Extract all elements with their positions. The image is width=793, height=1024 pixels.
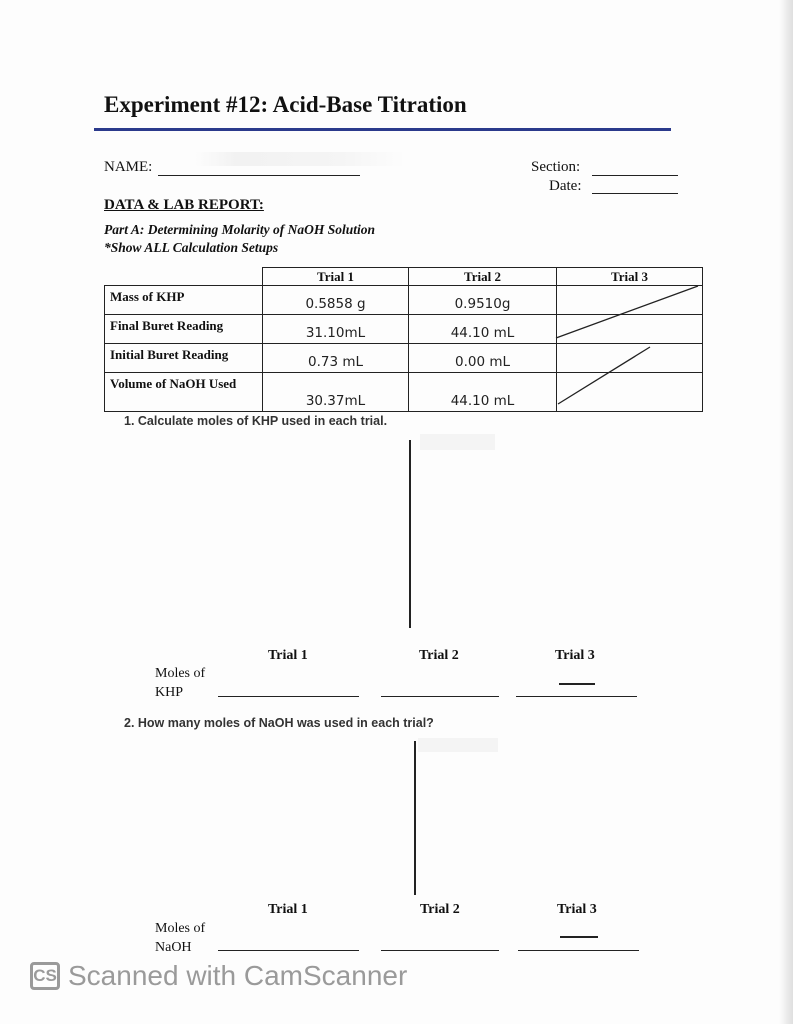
cell-initial-buret-trial-3[interactable] — [557, 344, 703, 373]
table-header-row — [105, 268, 703, 286]
moles-naoh-label — [155, 919, 205, 957]
show-calculations-note: *Show ALL Calculation Setups — [104, 240, 279, 255]
name-field-line[interactable] — [158, 175, 360, 176]
cell-mass-khp-trial-3[interactable] — [557, 286, 703, 315]
bleed-through-mark-2 — [418, 738, 498, 752]
row-label-mass-khp: Mass of KHP — [105, 286, 263, 315]
section-label: Section: — [531, 159, 581, 175]
data-lab-report-heading: DATA & LAB REPORT: — [104, 197, 264, 213]
cell-mass-khp-trial-2[interactable]: 0.9510g — [409, 286, 557, 315]
moles-naoh-label-line2: NaOH — [155, 940, 192, 955]
name-label: NAME: — [104, 159, 153, 175]
q1-trial-2-header: Trial 2 — [419, 648, 459, 663]
q1-divider-line — [409, 440, 411, 628]
header-trial-3: Trial 3 — [557, 268, 703, 286]
table-row — [105, 315, 703, 344]
q2-trial-2-header: Trial 2 — [420, 902, 460, 917]
date-field-line[interactable] — [592, 193, 678, 194]
cell-final-buret-trial-2[interactable]: 44.10 mL — [409, 315, 557, 344]
cell-initial-buret-trial-2[interactable]: 0.00 mL — [409, 344, 557, 373]
moles-naoh-label-line1: Moles of — [155, 921, 206, 936]
q2-trial-1-header: Trial 1 — [268, 902, 308, 917]
titration-data-table — [104, 267, 703, 412]
bleed-through-scribble — [195, 152, 405, 166]
part-a-heading: Part A: Determining Molarity of NaOH Solution — [104, 222, 376, 237]
moles-khp-trial-1-line[interactable] — [218, 696, 359, 697]
row-label-initial-buret: Initial Buret Reading — [105, 344, 263, 373]
q1-trial-1-header: Trial 1 — [268, 648, 308, 663]
cell-volume-naoh-trial-3[interactable] — [557, 373, 703, 412]
bleed-through-mark — [420, 434, 495, 450]
page-edge-shadow — [779, 0, 793, 1024]
question-1-text: 1. Calculate moles of KHP used in each trial. — [124, 414, 388, 428]
q1-trial-3-header: Trial 3 — [555, 648, 595, 663]
camscanner-watermark — [30, 960, 407, 992]
moles-naoh-trial-1-line[interactable] — [218, 950, 359, 951]
camscanner-logo-icon: CS — [30, 962, 60, 990]
moles-khp-label-line1: Moles of — [155, 666, 206, 681]
date-label: Date: — [549, 178, 582, 194]
section-field-line[interactable] — [592, 175, 678, 176]
page-title: Experiment #12: Acid-Base Titration — [104, 92, 467, 117]
cell-volume-naoh-trial-2[interactable]: 44.10 mL — [409, 373, 557, 412]
cell-mass-khp-trial-1[interactable]: 0.5858 g — [263, 286, 409, 315]
camscanner-watermark-text: Scanned with CamScanner — [68, 960, 408, 991]
moles-naoh-trial-3-line[interactable] — [518, 950, 639, 951]
row-label-final-buret: Final Buret Reading — [105, 315, 263, 344]
header-trial-2: Trial 2 — [409, 268, 557, 286]
cell-initial-buret-trial-1[interactable]: 0.73 mL — [263, 344, 409, 373]
title-underline — [94, 128, 671, 131]
moles-khp-trial-3-line[interactable] — [516, 696, 637, 697]
moles-naoh-trial-2-line[interactable] — [381, 950, 499, 951]
moles-khp-label — [155, 664, 205, 702]
moles-khp-trial-3-dash — [559, 683, 595, 685]
table-row — [105, 344, 703, 373]
table-corner-cell — [105, 268, 263, 286]
moles-khp-trial-2-line[interactable] — [381, 696, 499, 697]
header-trial-1: Trial 1 — [263, 268, 409, 286]
cell-volume-naoh-trial-1[interactable]: 30.37mL — [263, 373, 409, 412]
table-row — [105, 286, 703, 315]
q2-divider-line — [414, 741, 416, 895]
cell-final-buret-trial-1[interactable]: 31.10mL — [263, 315, 409, 344]
q2-trial-3-header: Trial 3 — [557, 902, 597, 917]
moles-naoh-trial-3-dash — [560, 936, 598, 938]
row-label-volume-naoh: Volume of NaOH Used — [105, 373, 263, 412]
table-row — [105, 373, 703, 412]
moles-khp-label-line2: KHP — [155, 685, 184, 700]
cell-final-buret-trial-3[interactable] — [557, 315, 703, 344]
question-2-text: 2. How many moles of NaOH was used in each trial? — [124, 716, 434, 730]
